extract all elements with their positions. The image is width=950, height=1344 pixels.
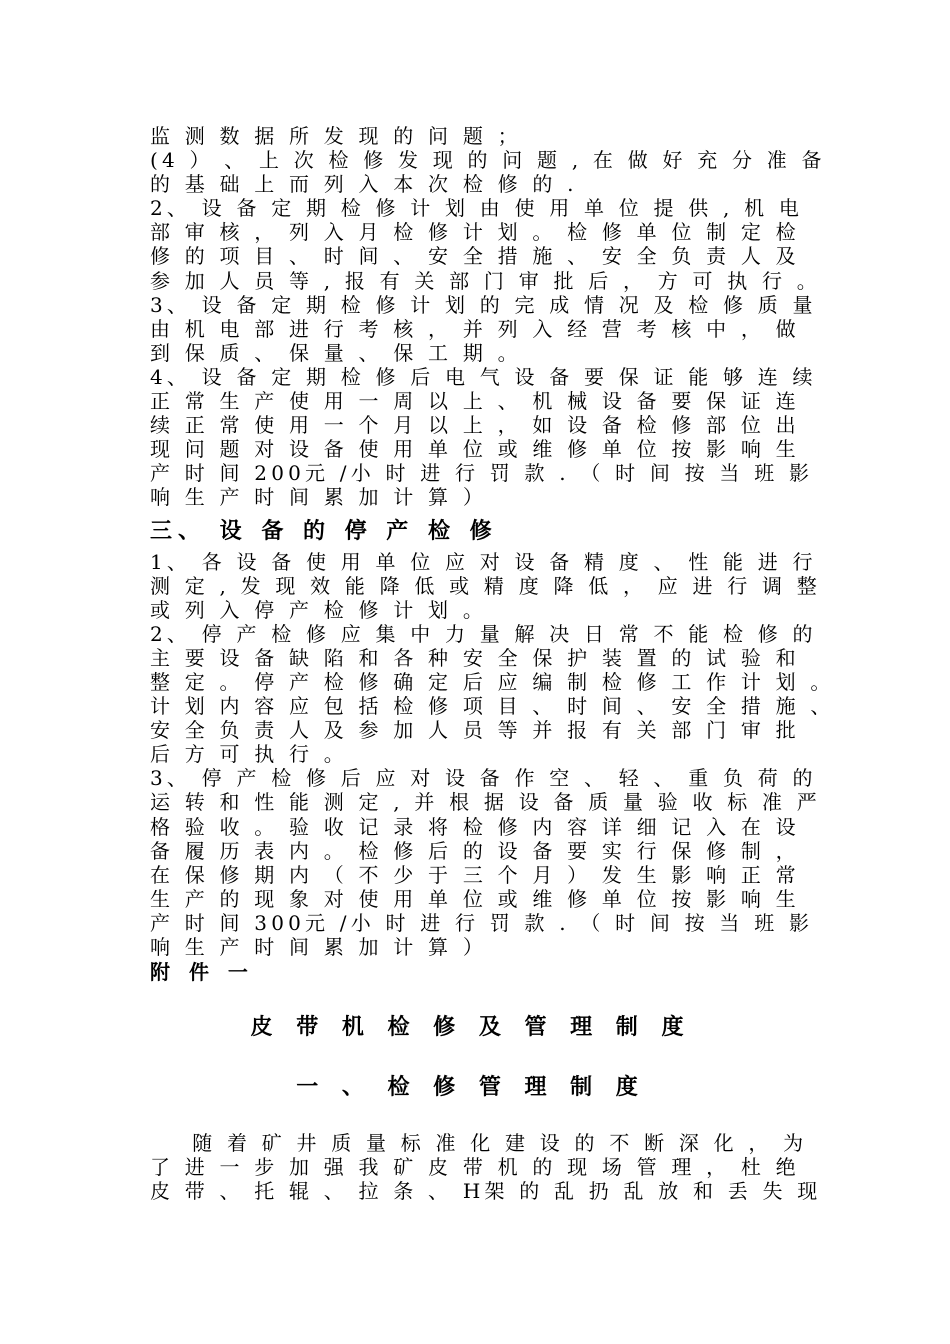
text-line: 监 测 数 据 所 发 现 的 问 题 ； [150,124,522,148]
text-line: 3、 设 备 定 期 检 修 计 划 的 完 成 情 况 及 检 修 质 量 [150,292,817,317]
text-line: 4、 设 备 定 期 检 修 后 电 气 设 备 要 保 证 能 够 连 续 [150,364,817,389]
text-line: 响 生 产 时 间 累 加 计 算 ） [150,935,488,959]
text-line: 2、 设 备 定 期 检 修 计 划 由 使 用 单 位 提 供 , 机 电 [150,196,804,221]
text-line: 3、 停 产 检 修 后 应 对 设 备 作 空 、 轻 、 重 负 荷 的 [150,766,817,791]
text-line: 整 定 。 停 产 检 修 确 定 后 应 编 制 检 修 工 作 计 划 。 [150,669,835,694]
text-line: (4 ） 、 上 次 检 修 发 现 的 问 题 , 在 做 好 充 分 准 备 [150,148,826,173]
text-line: 备 履 历 表 内 。 检 修 后 的 设 备 要 实 行 保 修 制 ， [150,838,800,863]
text-line: 产 时 间 200元 /小 时 进 行 罚 款 . （ 时 间 按 当 班 影 [150,461,814,486]
document-page [150,124,835,1204]
attachment-label: 附 件 一 [150,960,254,985]
text-line: 生 产 的 现 象 对 使 用 单 位 或 维 修 单 位 按 影 响 生 [150,886,800,911]
attachment-title: 皮 带 机 检 修 及 管 理 制 度 [250,1015,692,1041]
text-line: 的 基 础 上 而 列 入 本 次 检 修 的 . [150,172,578,197]
text-line: 在 保 修 期 内 （ 不 少 于 三 个 月 ） 发 生 影 响 正 常 [150,862,800,887]
text-line: 了 进 一 步 加 强 我 矿 皮 带 机 的 现 场 管 理 ， 杜 绝 [150,1155,800,1180]
text-line: 参 加 人 员 等 , 报 有 关 部 门 审 批 后 ， 方 可 执 行 。 [150,268,821,293]
text-line: 续 正 常 使 用 一 个 月 以 上 ， 如 设 备 检 修 部 位 出 [150,413,800,438]
section-3-body [150,549,835,960]
text-line: 响 生 产 时 间 累 加 计 算 ） [150,485,488,510]
section-heading-3: 三、 设 备 的 停 产 检 修 [150,518,498,544]
text-line: 格 验 收 。 验 收 记 录 将 检 修 内 容 详 细 记 入 在 设 [150,814,800,839]
text-line: 安 全 负 责 人 及 参 加 人 员 等 并 报 有 关 部 门 审 批 [150,718,800,743]
text-line: 运 转 和 性 能 测 定 , 并 根 据 设 备 质 量 验 收 标 准 严 [150,790,821,815]
text-line: 由 机 电 部 进 行 考 核 ， 并 列 入 经 营 考 核 中 ， 做 [150,316,800,341]
text-line: 皮 带 、 托 辊 、 拉 条 、 H架 的 乱 扔 乱 放 和 丢 失 现 [150,1179,822,1204]
text-line: 或 列 入 停 产 检 修 计 划 。 [150,597,488,622]
text-line: 到 保 质 、 保 量 、 保 工 期 。 [150,340,522,365]
attachment-body [150,1131,822,1204]
text-line: 随 着 矿 井 质 量 标 准 化 建 设 的 不 断 深 化 ， 为 [150,1131,808,1156]
text-line: 1、 各 设 备 使 用 单 位 应 对 设 备 精 度 、 性 能 进 行 [150,549,817,574]
attachment-subtitle: 一 、 检 修 管 理 制 度 [296,1075,646,1101]
text-line: 主 要 设 备 缺 陷 和 各 种 安 全 保 护 装 置 的 试 验 和 [150,645,800,670]
text-line: 现 问 题 对 设 备 使 用 单 位 或 维 修 单 位 按 影 响 生 [150,437,800,462]
text-line: 测 定 , 发 现 效 能 降 低 或 精 度 降 低 ， 应 进 行 调 整 [150,573,821,598]
text-line: 正 常 生 产 使 用 一 周 以 上 、 机 械 设 备 要 保 证 连 [150,389,800,414]
text-line: 2、 停 产 检 修 应 集 中 力 量 解 决 日 常 不 能 检 修 的 [150,621,817,646]
text-line: 后 方 可 执 行 。 [150,742,348,767]
text-line: 计 划 内 容 应 包 括 检 修 项 目 、 时 间 、 安 全 措 施 、 [150,694,835,719]
text-line: 产 时 间 300元 /小 时 进 行 罚 款 . （ 时 间 按 当 班 影 [150,910,814,935]
text-line: 部 审 核 ， 列 入 月 检 修 计 划 。 检 修 单 位 制 定 检 [150,220,800,245]
text-line: 修 的 项 目 、 时 间 、 安 全 措 施 、 安 全 负 责 人 及 [150,244,800,269]
section-prev-continuation [150,124,826,510]
